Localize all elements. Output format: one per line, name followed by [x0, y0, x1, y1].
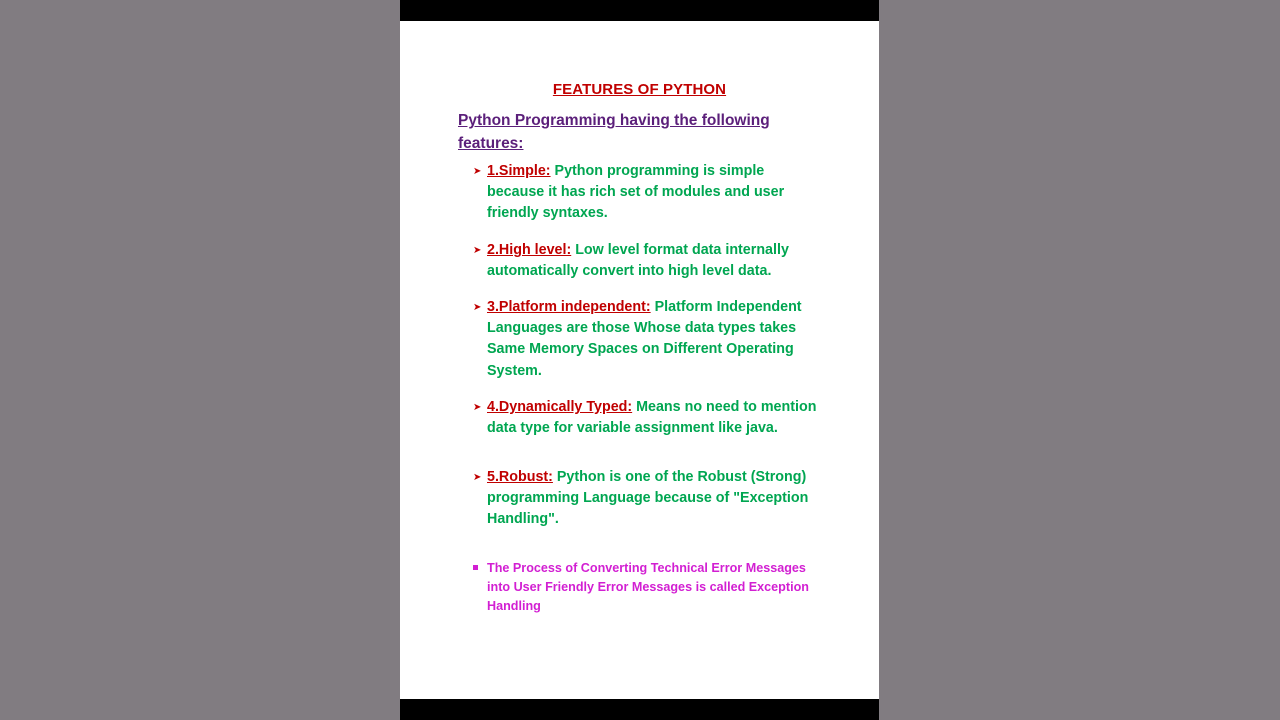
feature-description: Means no need to mention data type for variable assignment like java.	[487, 399, 817, 437]
feature-item	[473, 297, 818, 382]
arrowhead-bullet-icon: ➤	[473, 402, 482, 413]
note-text: The Process of Converting Technical Error Messages into User Friendly Error Messages is called Exception Handling	[487, 561, 809, 613]
feature-description: Low level format data internally automatically convert into high level data.	[487, 242, 789, 280]
feature-item	[473, 240, 818, 282]
feature-text	[487, 297, 818, 382]
document-page	[400, 21, 879, 699]
feature-item	[473, 467, 818, 531]
feature-label: 1.Simple:	[487, 163, 551, 179]
arrowhead-bullet-icon: ➤	[473, 472, 482, 483]
feature-label: 3.Platform independent:	[487, 299, 651, 315]
feature-label: 2.High level:	[487, 242, 572, 258]
exception-handling-note	[473, 559, 818, 616]
square-bullet-icon	[473, 565, 478, 570]
feature-item	[473, 397, 818, 439]
page-title: FEATURES OF PYTHON	[552, 81, 727, 98]
feature-text	[487, 467, 818, 531]
feature-label: 5.Robust:	[487, 469, 553, 485]
feature-text	[487, 240, 818, 282]
feature-item	[473, 161, 818, 225]
feature-description: Python programming is simple because it has rich set of modules and user friendly syntaxes.	[487, 163, 785, 222]
arrowhead-bullet-icon: ➤	[473, 166, 482, 177]
feature-description: Platform Independent Languages are those Whose data types takes Same Memory Spaces on Different Operating System.	[487, 299, 802, 379]
feature-text	[487, 397, 818, 439]
feature-text	[487, 161, 818, 225]
page-subtitle: Python Programming having the following features:	[458, 112, 770, 152]
blurred-background-left	[0, 0, 400, 720]
feature-label: 4.Dynamically Typed:	[487, 399, 633, 415]
feature-description: Python is one of the Robust (Strong) programming Language because of "Exception Handling".	[487, 469, 809, 528]
blurred-background-right	[879, 0, 1280, 720]
arrowhead-bullet-icon: ➤	[473, 302, 482, 313]
arrowhead-bullet-icon: ➤	[473, 245, 482, 256]
video-frame	[400, 0, 879, 720]
